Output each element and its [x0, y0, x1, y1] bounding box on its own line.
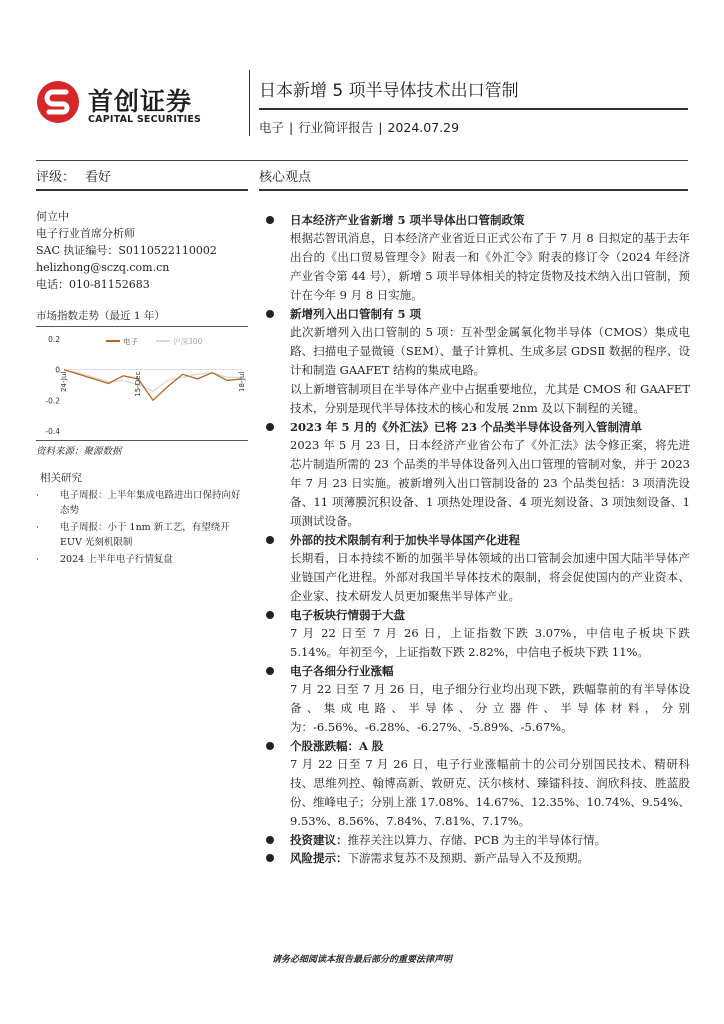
- y-tick-label: -0.2: [45, 396, 60, 406]
- bullet-icon: [266, 854, 274, 862]
- bullet-icon: [266, 611, 274, 619]
- analyst-phone: 电话：010-81152683: [36, 278, 150, 291]
- paragraph: 7 月 22 日至 7 月 26 日，上证指数下跌 3.07%，中信电子板块下跌 5.14%。年初至今，上证指数下跌 2.82%，中信电子板块下跌 11%。: [290, 626, 690, 659]
- bullet-icon: [266, 667, 274, 675]
- chart-source: 资料来源：聚源数据: [36, 440, 248, 457]
- bullet-icon: [266, 742, 274, 750]
- related-item[interactable]: [36, 488, 248, 518]
- section-heading: [266, 305, 690, 323]
- analyst-email[interactable]: helizhong@sczq.com.cn: [36, 261, 170, 274]
- paragraph: 长期看，日本持续不断的加强半导体领域的出口管制会加速中国大陆半导体产业链国产化进程。外部对我国半导体技术的限制，将会促使国内的产业资本、企业家、技术研发人员更加聚焦半导体产业。: [290, 551, 690, 603]
- core-content: [266, 211, 690, 867]
- analyst-name: 何立中: [36, 210, 69, 223]
- capital-securities-logo-icon: [36, 80, 80, 124]
- paragraph: 根据芯智讯消息，日本经济产业省近日正式公布了于 7 月 8 日拟定的基于去年出台的《出口贸易管理令》附表一和《外汇令》附表的修订令（2024 年经济产业省令第 44 号），新增 5 项半导体相关的特定货物及技术纳入出口管制，预计在今年 9 月 8 日实施。: [290, 231, 690, 302]
- x-tick-label: 24-Jul: [60, 371, 68, 392]
- report-meta: [259, 118, 459, 136]
- report-category: 电子: [259, 120, 285, 135]
- rating-rule: [36, 189, 248, 191]
- series-line-electronics: [64, 370, 242, 401]
- core-rule: [259, 189, 688, 191]
- related-heading: 相关研究: [40, 472, 82, 484]
- heading-text: 日本经济产业省新增 5 项半导体出口管制政策: [290, 213, 525, 227]
- related-list: [36, 488, 248, 569]
- paragraph: 以上新增管制项目在半导体产业中占据重要地位，尤其是 CMOS 和 GAAFET 技术，分别是现代半导体技术的核心和发展 2nm 及以下制程的关键。: [290, 382, 690, 415]
- x-tick-label: 15-Dec: [134, 371, 143, 397]
- header-divider: [249, 70, 250, 136]
- heading-text: 电子各细分行业涨幅: [290, 664, 394, 678]
- section-heading: [266, 531, 690, 549]
- index-line-chart: [36, 327, 248, 439]
- section-new-controls: [266, 305, 690, 418]
- related-item[interactable]: [36, 552, 248, 567]
- risk-label: 风险提示：: [290, 851, 348, 865]
- heading-text: 2023 年 5 月的《外汇法》已将 23 个品类半导体设备列入管制清单: [290, 420, 643, 434]
- risk-text: 下游需求复苏不及预期、新产品导入不及预期。: [347, 851, 589, 865]
- rating-label: 评级：: [36, 170, 76, 185]
- series-line-hs300: [64, 370, 242, 391]
- bullet-icon: ·: [36, 522, 40, 533]
- heading-text: 电子板块行情弱于大盘: [290, 608, 405, 622]
- bullet-icon: [266, 310, 274, 318]
- brand-name-cn: 首创证券: [88, 87, 193, 116]
- section-heading: [266, 418, 690, 436]
- brand-name-en: CAPITAL SECURITIES: [88, 114, 202, 125]
- report-title: 日本新增 5 项半导体技术出口管制: [259, 81, 519, 101]
- section-market: [266, 606, 690, 662]
- investment-advice: [266, 831, 690, 849]
- bullet-icon: [266, 216, 274, 224]
- section-localization: [266, 531, 690, 606]
- section-heading: [266, 606, 690, 624]
- title-rule: [259, 108, 688, 110]
- section-risk: [266, 849, 690, 867]
- section-heading: [266, 662, 690, 680]
- paragraph: 此次新增列入出口管制的 5 项：互补型金属氧化物半导体（CMOS）集成电路、扫描电子显微镜（SEM）、量子计算机、生成多层 GDSⅡ 数据的程序、设计和制造 GAAFET 结构的集成电路。: [290, 325, 690, 377]
- bullet-icon: ·: [36, 554, 40, 565]
- section-subsectors: [266, 662, 690, 737]
- section-investment: [266, 831, 690, 849]
- meta-separator: |: [378, 120, 383, 135]
- paragraph: 7 月 22 日至 7 月 26 日，电子细分行业均出现下跌，跌幅靠前的有半导体设备、集成电路、半导体、分立器件、半导体材料，分别为：-6.56%、-6.28%、-6.27%、-5.89%、-5.67%。: [290, 682, 690, 734]
- bullet-icon: [266, 536, 274, 544]
- x-tick-label: 18-Jul: [238, 371, 246, 392]
- bullet-icon: ·: [36, 490, 40, 501]
- core-title: 核心观点: [259, 170, 312, 185]
- section-stocks: [266, 737, 690, 831]
- paragraph: 2023 年 5 月 23 日，日本经济产业省公布了《外汇法》法令修正案，将先进芯片制造所需的 23 个品类的半导体设备列入出口管理的管制对象，并于 2023 年 7 月 23 日实施。被新增列入出口管制设备的 23 个品类包括：3 项清洗设备、11 项薄膜沉积设备、1 项热处理设备、4 项光刻设备、3 项蚀刻设备、1 项测试设备。: [290, 438, 690, 528]
- section-heading: [266, 211, 690, 229]
- market-chart: [36, 308, 248, 443]
- legend-label: 沪深300: [173, 337, 203, 346]
- report-type: 行业简评报告: [298, 120, 374, 135]
- analyst-sac: SAC 执证编号：S0110522110002: [36, 244, 217, 257]
- report-date: 2024.07.29: [387, 120, 460, 135]
- related-item[interactable]: [36, 520, 248, 550]
- related-item-text: 2024 上半年电子行情复盘: [60, 554, 173, 565]
- investment-label: 投资建议：: [290, 833, 348, 847]
- chart-title: 市场指数走势（最近 1 年）: [36, 308, 248, 327]
- section-forex-law: [266, 418, 690, 531]
- header-rule: [36, 160, 688, 161]
- section-export-policy: [266, 211, 690, 305]
- investment-text: 推荐关注以算力、存储、PCB 为主的半导体行情。: [347, 833, 607, 847]
- heading-text: 外部的技术限制有利于加快半导体国产化进程: [290, 533, 520, 547]
- rating-value: 看好: [85, 170, 112, 185]
- y-tick-label: 0.2: [48, 335, 60, 344]
- analyst-info: [36, 208, 246, 293]
- heading-text: 个股涨跌幅：A 股: [290, 739, 384, 753]
- section-heading: [266, 737, 690, 755]
- legal-footer: 请务必细阅读本报告最后部分的重要法律声明: [271, 955, 452, 965]
- bullet-icon: [266, 423, 274, 431]
- heading-text: 新增列入出口管制有 5 项: [290, 307, 422, 321]
- legend-label: 电子: [123, 337, 138, 346]
- risk-warning: [266, 849, 690, 867]
- bullet-icon: [266, 836, 274, 844]
- related-item-text: 电子周报：上半年集成电路进出口保持向好态势: [60, 490, 241, 516]
- meta-separator: |: [289, 120, 294, 135]
- related-item-text: 电子周报：小于 1nm 新工艺，有望绕开 EUV 光刻机限制: [60, 522, 230, 548]
- paragraph: 7 月 22 日至 7 月 26 日，电子行业涨幅前十的公司分别国民技术、精研科技、思维列控、翰博高新、敦研克、沃尔核材、臻镭科技、润欣科技、胜蓝股份、维峰电子；分别上涨 17.08%、14.67%、12.35%、10.74%、9.54%、9.53%、8.56%、7.84%、7.81%、7.17%。: [290, 757, 690, 828]
- y-tick-label: 0: [55, 365, 60, 375]
- analyst-role: 电子行业首席分析师: [36, 227, 135, 240]
- company-logo: [36, 80, 236, 128]
- y-tick-label: -0.4: [45, 427, 60, 436]
- rating: [36, 166, 111, 185]
